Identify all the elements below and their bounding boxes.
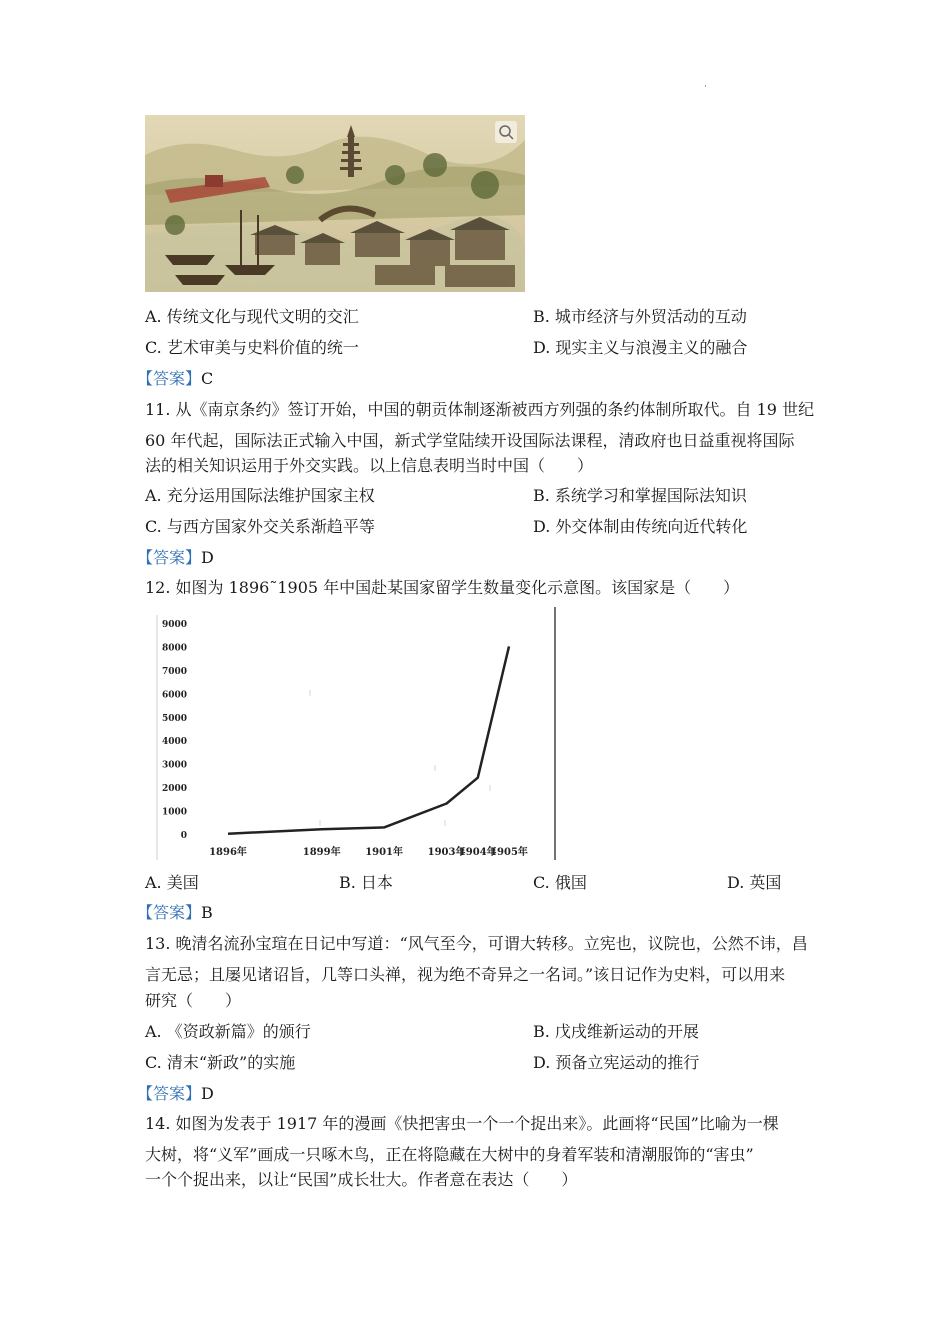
q14-stem-line-1: 14. 如图为发表于 1917 年的漫画《快把害虫一个一个捉出来》。此画将“民国”比喻为一棵 — [145, 1114, 779, 1133]
q12-option-a: A. 美国 — [145, 873, 199, 892]
q10-option-b: B. 城市经济与外贸活动的互动 — [533, 307, 747, 326]
q10-option-d: D. 现实主义与浪漫主义的融合 — [533, 338, 748, 357]
x-tick-label: 1905年 — [490, 847, 528, 858]
q13-stem-line-1: 13. 晚清名流孙宝瑄在日记中写道：“风气至今，可谓大转移。立宪也，议院也，公然不讳，昌 — [145, 934, 808, 953]
q13-option-c: C. 清末“新政”的实施 — [145, 1053, 296, 1072]
y-tick-label: 7000 — [161, 666, 187, 677]
y-tick-label: 5000 — [161, 713, 187, 724]
q12-option-c: C. 俄国 — [533, 873, 587, 892]
q14-stem-line-3: 一个个捉出来，以让“民国”成长壮大。作者意在表达（ ） — [145, 1170, 578, 1189]
answer-value: D — [201, 548, 214, 567]
q11-stem-line-3: 法的相关知识运用于外交实践。以上信息表明当时中国（ ） — [145, 456, 594, 475]
painting-illustration — [145, 115, 525, 292]
q10-option-a: A. 传统文化与现代文明的交汇 — [145, 307, 359, 326]
answer-tag: 【答案】 — [137, 369, 202, 388]
x-tick-label: 1899年 — [302, 847, 341, 858]
q13-stem-line-2: 言无忌；且屡见诸诏旨，几等口头禅，视为绝不奇异之一名词。”该日记作为史料，可以用来 — [145, 965, 786, 984]
answer-value: D — [201, 1084, 214, 1103]
q12-chart — [145, 605, 560, 865]
q12-answer — [137, 903, 213, 923]
q10-option-c: C. 艺术审美与史料价值的统一 — [145, 338, 359, 357]
q11-answer — [137, 548, 214, 568]
x-tick-label: 1903年 — [427, 847, 466, 858]
corner-mark: ‘ — [704, 84, 707, 93]
x-tick-label: 1904年 — [458, 847, 497, 858]
y-tick-label: 1000 — [161, 807, 187, 818]
q13-option-d: D. 预备立宪运动的推行 — [533, 1053, 700, 1072]
y-tick-label: 9000 — [161, 620, 187, 630]
q13-option-b: B. 戊戌维新运动的开展 — [533, 1022, 699, 1041]
answer-tag: 【答案】 — [137, 1084, 202, 1103]
q11-option-a: A. 充分运用国际法维护国家主权 — [145, 486, 375, 505]
q10-answer — [137, 369, 213, 389]
q11-option-d: D. 外交体制由传统向近代转化 — [533, 517, 748, 536]
q12-stem-line-1: 12. 如图为 1896˜1905 年中国赴某国家留学生数量变化示意图。该国家是（ ） — [145, 578, 740, 597]
q11-option-b: B. 系统学习和掌握国际法知识 — [533, 486, 747, 505]
chart-svg — [145, 605, 560, 865]
answer-value: B — [201, 903, 213, 922]
q13-option-a: A. 《资政新篇》的颁行 — [145, 1022, 311, 1041]
y-tick-label: 8000 — [161, 643, 187, 654]
q12-option-d: D. 英国 — [727, 873, 782, 892]
x-tick-label: 1896年 — [209, 847, 247, 858]
q11-stem-line-1: 11. 从《南京条约》签订开始，中国的朝贡体制逐渐被西方列强的条约体制所取代。自 19 世纪 — [145, 400, 815, 419]
y-tick-label: 4000 — [161, 737, 187, 748]
answer-tag: 【答案】 — [137, 548, 202, 567]
q14-stem-line-2: 大树，将“义军”画成一只啄木鸟，正在将隐藏在大树中的身着军装和清潮服饰的“害虫” — [145, 1145, 754, 1164]
series-line — [228, 646, 509, 833]
answer-tag: 【答案】 — [137, 903, 202, 922]
q11-stem-line-2: 60 年代起，国际法正式输入中国，新式学堂陆续开设国际法课程，清政府也日益重视将国际 — [145, 431, 795, 450]
y-tick-label: 0 — [180, 831, 187, 841]
q13-stem-line-3: 研究（ ） — [145, 991, 242, 1010]
zoom-icon[interactable] — [495, 121, 517, 143]
q13-answer — [137, 1084, 214, 1104]
y-tick-label: 2000 — [161, 784, 187, 795]
q12-option-b: B. 日本 — [339, 873, 393, 892]
q10-city-painting — [145, 115, 525, 292]
y-tick-label: 3000 — [161, 760, 187, 771]
x-tick-label: 1901年 — [365, 847, 404, 858]
q11-option-c: C. 与西方国家外交关系渐趋平等 — [145, 517, 375, 536]
y-tick-label: 6000 — [161, 690, 187, 701]
answer-value: C — [201, 369, 214, 388]
